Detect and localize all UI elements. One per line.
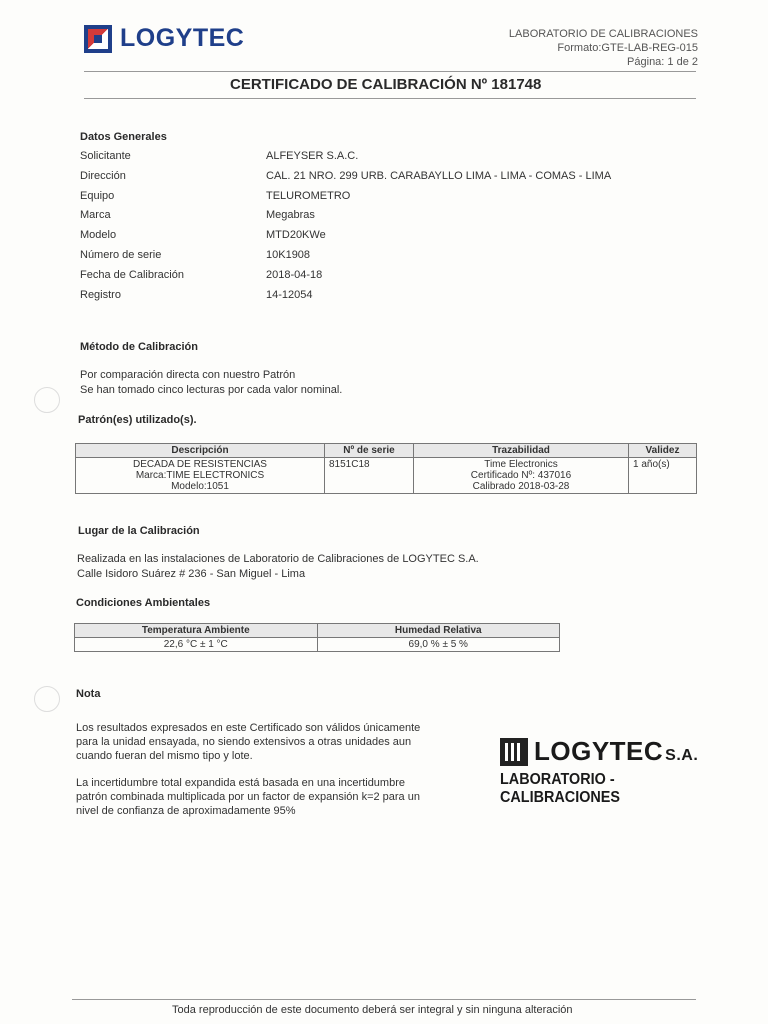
kv-value: MTD20KWe	[266, 229, 326, 242]
cell-trazabilidad	[414, 458, 629, 494]
patrones-header-row	[76, 444, 697, 458]
kv-label: Solicitante	[80, 150, 131, 162]
kv-row-fecha	[80, 269, 680, 289]
table-row	[76, 458, 697, 494]
kv-value: TELUROMETRO	[266, 189, 351, 202]
stamp-top	[500, 736, 710, 767]
kv-label: Dirección	[80, 169, 126, 182]
patrones-heading: Patrón(es) utilizado(s).	[78, 414, 197, 426]
footer-text: Toda reproducción de este documento deberá ser integral y sin ninguna alteración	[172, 1004, 573, 1016]
metodo-line-1: Por comparación directa con nuestro Patrón	[80, 369, 296, 381]
logo-text: LOGYTEC	[120, 24, 245, 52]
col-serie: Nº de serie	[325, 444, 414, 458]
kv-row-numero-serie	[80, 249, 680, 269]
traz-line-2: Certificado Nº: 437016	[470, 470, 572, 481]
nota-p1-line-3: cuando fueran del mismo tipo y lote.	[76, 750, 253, 762]
nota-p1-line-1: Los resultados expresados en este Certificado son válidos únicamente	[76, 722, 421, 734]
punch-hole	[34, 387, 60, 413]
page-number: Página: 1 de 2	[627, 56, 698, 68]
datos-generales-heading: Datos Generales	[80, 131, 167, 143]
format-code: Formato:GTE-LAB-REG-015	[557, 42, 698, 54]
kv-value: 14-12054	[266, 288, 313, 301]
lab-info	[509, 27, 698, 69]
kv-label: Número de serie	[80, 248, 162, 261]
stamp-name-text: LOGYTEC	[534, 736, 664, 766]
nota-p1-line-2: para la unidad ensayada, no siendo extensivos a otras unidades aun	[76, 736, 412, 748]
condiciones-heading: Condiciones Ambientales	[76, 597, 211, 609]
kv-row-registro	[80, 289, 680, 309]
kv-value: Megabras	[266, 209, 315, 222]
col-temperatura: Temperatura Ambiente	[75, 624, 318, 638]
metodo-heading: Método de Calibración	[80, 341, 198, 353]
desc-line-1: DECADA DE RESISTENCIAS	[133, 459, 267, 470]
cell-serie: 8151C18	[325, 458, 414, 494]
nota-p2-line-3: nivel de confianza de aproximadamente 95%	[76, 805, 296, 817]
cell-humedad: 69,0 % ± 5 %	[317, 638, 560, 652]
condiciones-header-row	[75, 624, 560, 638]
nota-p2-line-2: patrón combinada multiplicada por un factor de expansión k=2 para un	[76, 791, 420, 803]
header-divider	[84, 71, 696, 72]
logytec-logo-icon	[84, 25, 112, 53]
cell-descripcion	[76, 458, 325, 494]
condiciones-table	[74, 623, 560, 652]
kv-label: Registro	[80, 288, 121, 301]
title-divider	[84, 98, 696, 99]
cell-temperatura: 22,6 °C ± 1 °C	[75, 638, 318, 652]
nota-paragraph-1	[76, 721, 456, 763]
nota-paragraph-2	[76, 776, 456, 818]
footer-divider	[72, 999, 696, 1000]
logytec-logo	[84, 24, 244, 53]
kv-value: 2018-04-18	[266, 268, 323, 281]
desc-line-2: Marca:TIME ELECTRONICS	[135, 470, 265, 481]
cell-validez: 1 año(s)	[629, 458, 697, 494]
lugar-heading: Lugar de la Calibración	[78, 525, 200, 537]
traz-line-1: Time Electronics	[484, 459, 558, 470]
punch-hole	[34, 686, 60, 712]
metodo-line-2: Se han tomado cinco lecturas por cada valor nominal.	[80, 384, 343, 396]
certificate-title: CERTIFICADO DE CALIBRACIÓN Nº 181748	[230, 76, 542, 93]
kv-row-marca	[80, 209, 680, 229]
kv-value: CAL. 21 NRO. 299 URB. CARABAYLLO LIMA - LIMA - COMAS - LIMA	[266, 169, 612, 182]
col-validez: Validez	[629, 444, 697, 458]
stamp-suffix: S.A.	[665, 747, 699, 764]
col-trazabilidad: Trazabilidad	[414, 444, 629, 458]
kv-label: Modelo	[80, 229, 117, 242]
kv-label: Marca	[80, 209, 111, 222]
lugar-line-1: Realizada en las instalaciones de Laboratorio de Calibraciones de LOGYTEC S.A.	[77, 553, 479, 565]
table-row	[75, 638, 560, 652]
stamp-name	[534, 736, 698, 767]
datos-generales-list	[80, 150, 680, 308]
col-humedad: Humedad Relativa	[317, 624, 560, 638]
kv-row-equipo	[80, 190, 680, 210]
kv-value: ALFEYSER S.A.C.	[266, 150, 359, 162]
nota-heading: Nota	[76, 688, 101, 700]
traz-line-3: Calibrado 2018-03-28	[472, 481, 570, 492]
kv-row-modelo	[80, 229, 680, 249]
col-descripcion: Descripción	[76, 444, 325, 458]
kv-row-direccion	[80, 170, 680, 190]
kv-label: Equipo	[80, 189, 115, 202]
kv-label: Fecha de Calibración	[80, 268, 184, 281]
kv-row-solicitante	[80, 150, 680, 170]
patrones-table	[75, 443, 697, 494]
stamp-logo-icon	[500, 738, 528, 766]
company-stamp	[500, 736, 710, 807]
nota-p2-line-1: La incertidumbre total expandida está basada en una incertidumbre	[76, 777, 405, 789]
desc-line-3: Modelo:1051	[171, 481, 229, 492]
kv-value: 10K1908	[266, 248, 311, 261]
lab-name: LABORATORIO DE CALIBRACIONES	[508, 28, 698, 40]
lugar-line-2: Calle Isidoro Suárez # 236 - San Miguel - Lima	[77, 568, 306, 580]
stamp-subtitle: LABORATORIO - CALIBRACIONES	[500, 771, 621, 806]
